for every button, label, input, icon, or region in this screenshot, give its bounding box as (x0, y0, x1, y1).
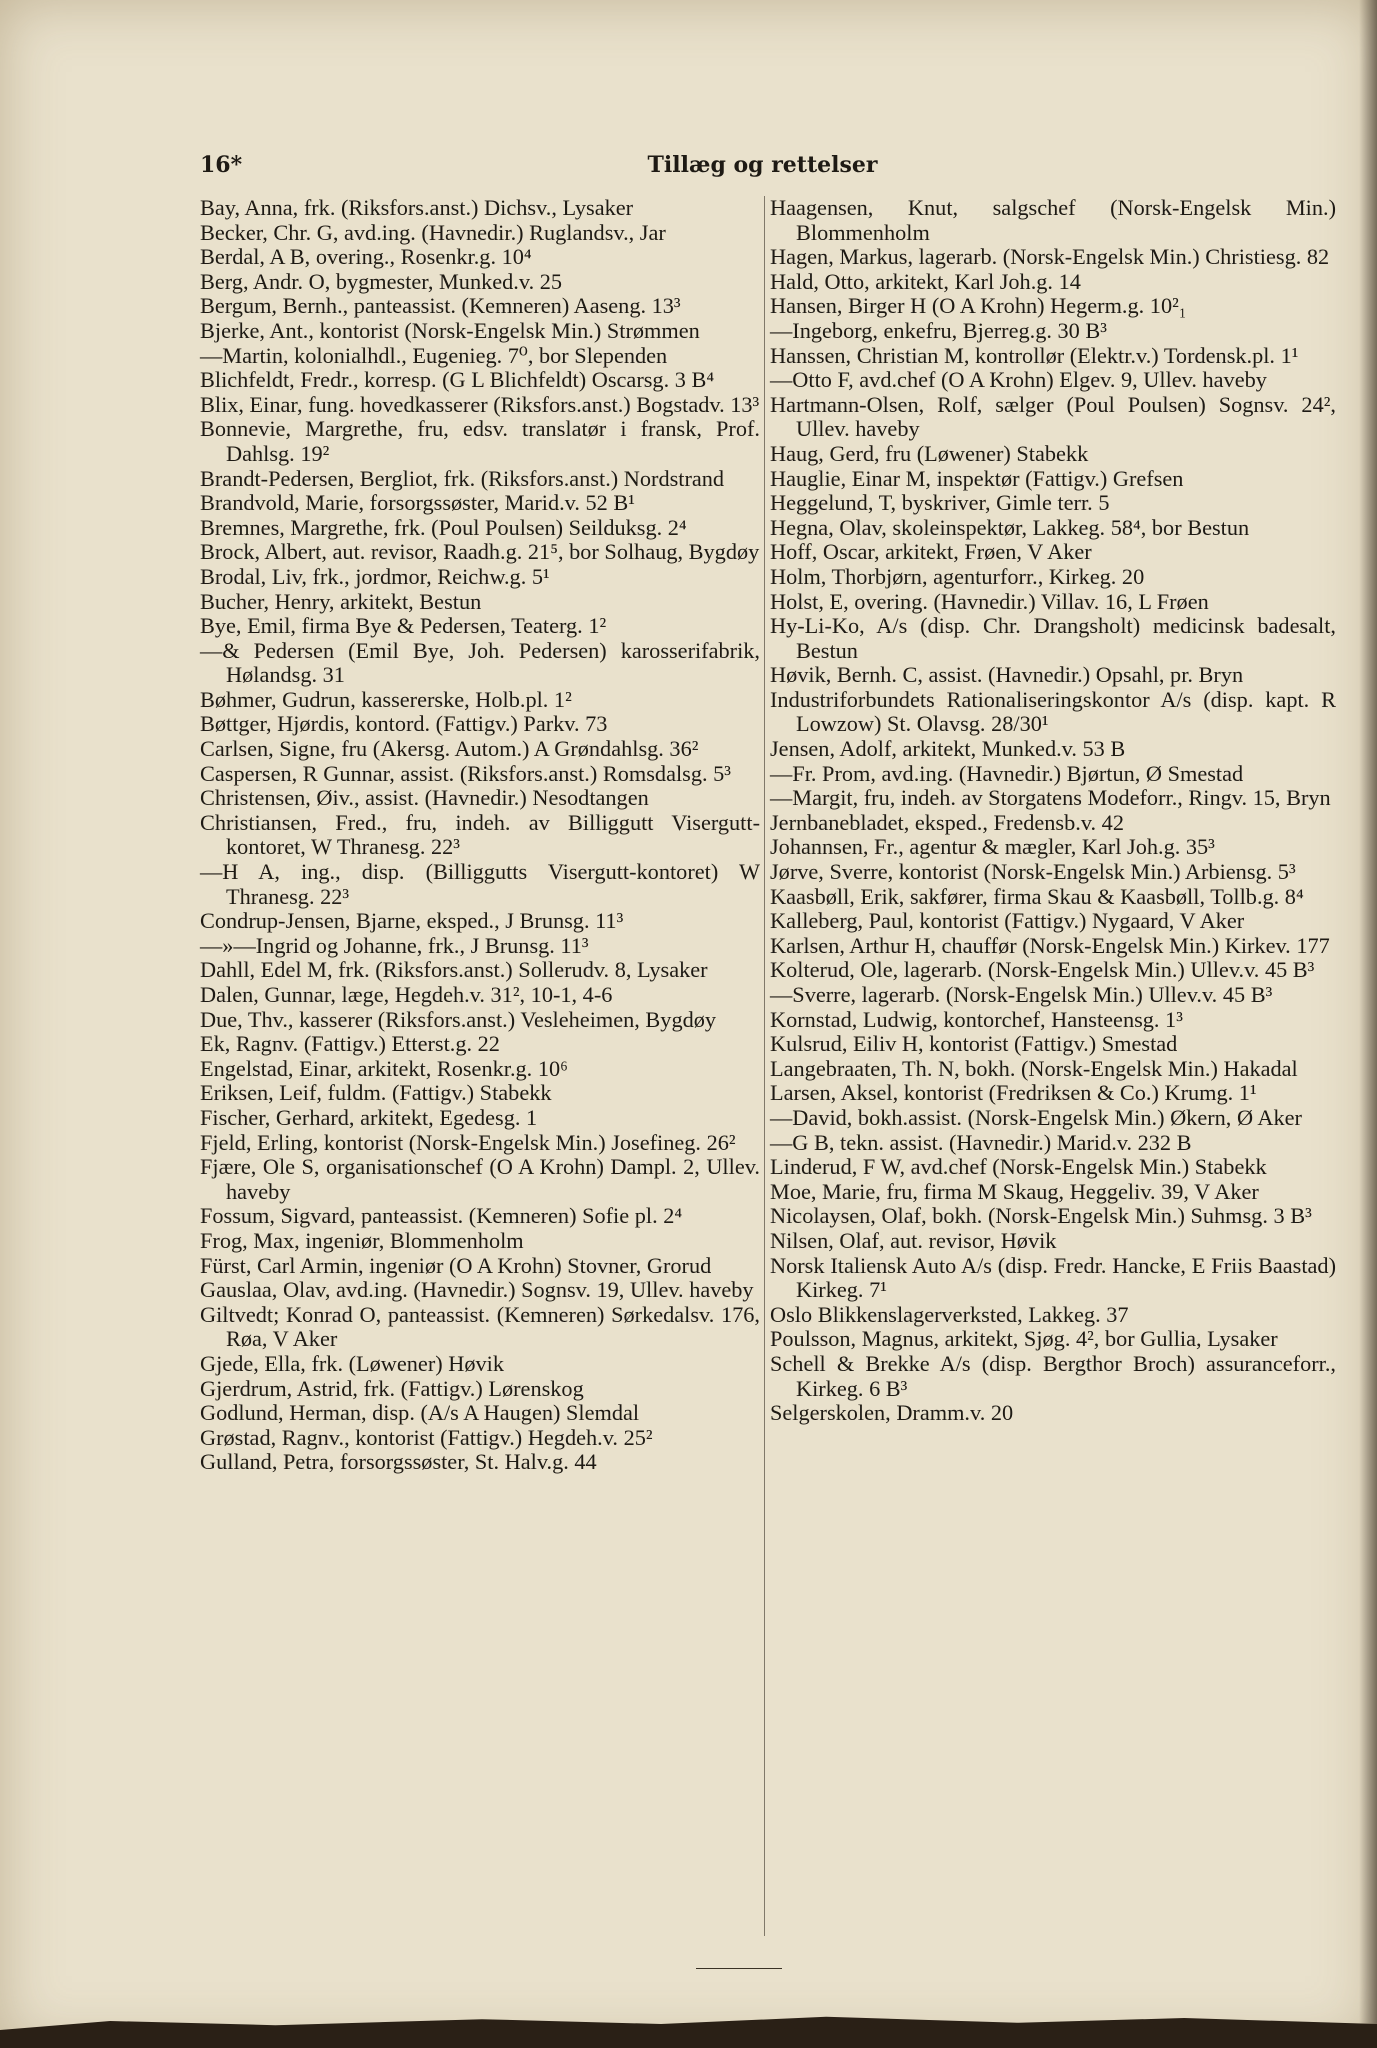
directory-entry: Gulland, Petra, forsorgssøster, St. Halv.g. 44 (200, 1449, 597, 1475)
directory-entry: Frog, Max, ingeniør, Blommenholm (200, 1227, 524, 1253)
directory-entry: Becker, Chr. G, avd.ing. (Havnedir.) Ruglandsv., Jar (200, 219, 666, 245)
directory-entry: Berdal, A B, overing., Rosenkr.g. 10⁴ (200, 244, 532, 270)
directory-entry: —Otto F, avd.chef (O A Krohn) Elgev. 9, Ullev. haveby (770, 367, 1267, 393)
directory-entry: —Margit, fru, indeh. av Storgatens Modeforr., Ringv. 15, Bryn (770, 785, 1331, 811)
directory-entry: Hald, Otto, arkitekt, Karl Joh.g. 14 (770, 268, 1081, 294)
directory-entry: Selgerskolen, Dramm.v. 20 (770, 1400, 1014, 1426)
directory-entry: Haug, Gerd, fru (Løwener) Stabekk (770, 440, 1089, 466)
directory-entry: Høvik, Bernh. C, assist. (Havnedir.) Opsahl, pr. Bryn (770, 662, 1244, 688)
directory-entry: Langebraaten, Th. N, bokh. (Norsk-Engelsk Min.) Hakadal (770, 1055, 1298, 1081)
left-column (200, 196, 760, 1475)
running-title: Tillæg og rettelser (647, 152, 878, 178)
directory-entry: Bøttger, Hjørdis, kontord. (Fattigv.) Parkv. 73 (200, 711, 608, 737)
directory-entry: Hoff, Oscar, arkitekt, Frøen, V Aker (770, 539, 1092, 565)
directory-entry: Brandt-Pedersen, Bergliot, frk. (Riksfors.anst.) Nordstrand (200, 465, 725, 491)
directory-entry: —»—Ingrid og Johanne, frk., J Brunsg. 11³ (200, 932, 589, 958)
directory-entry: Jernbanebladet, eksped., Fredensb.v. 42 (770, 809, 1124, 835)
directory-entry: Dalen, Gunnar, læge, Hegdeh.v. 31², 10-1, 4-6 (200, 982, 613, 1007)
directory-entry: Oslo Blikkenslagerverksted, Lakkeg. 37 (770, 1301, 1129, 1327)
directory-entry: Godlund, Herman, disp. (A/s A Haugen) Slemdal (200, 1400, 640, 1426)
directory-entry: Jørve, Sverre, kontorist (Norsk-Engelsk Min.) Arbiensg. 5³ (770, 859, 1296, 885)
directory-entry: Gjerdrum, Astrid, frk. (Fattigv.) Lørenskog (200, 1375, 584, 1401)
directory-entry: Kaasbøll, Erik, sakfører, firma Skau & Kaasbøll, Tollb.g. 8⁴ (770, 883, 1304, 909)
directory-entry: Larsen, Aksel, kontorist (Fredriksen & Co.) Krumg. 1¹ (770, 1080, 1257, 1106)
directory-entry: Hansen, Birger H (O A Krohn) Hegerm.g. 10²₁ (770, 293, 1187, 319)
directory-entry: Fjære, Ole S, organisationschef (O A Krohn) Dampl. 2, Ullev. haveby (200, 1154, 760, 1204)
directory-entry: Fischer, Gerhard, arkitekt, Egedesg. 1 (200, 1104, 538, 1130)
directory-entry: Fjeld, Erling, kontorist (Norsk-Engelsk Min.) Josefineg. 26² (200, 1129, 736, 1155)
directory-entry: Grøstad, Ragnv., kontorist (Fattigv.) Hegdeh.v. 25² (200, 1424, 653, 1450)
directory-entry: —Martin, kolonialhdl., Eugenieg. 7⁰, bor Slependen (200, 342, 668, 368)
directory-entry: Blix, Einar, fung. hovedkasserer (Riksfors.anst.) Bogstadv. 13³ (200, 391, 760, 417)
directory-entry: Kolterud, Ole, lagerarb. (Norsk-Engelsk Min.) Ullev.v. 45 B³ (770, 957, 1315, 983)
page-edge-shadow (1359, 0, 1377, 2048)
directory-entry: —Fr. Prom, avd.ing. (Havnedir.) Bjørtun, Ø Smestad (770, 760, 1244, 786)
directory-entry: Hanssen, Christian M, kontrollør (Elektr.v.) Tordensk.pl. 1¹ (770, 342, 1299, 368)
directory-entry: Bonnevie, Margrethe, fru, edsv. translatør i fransk, Prof. Dahlsg. 19² (200, 416, 760, 466)
directory-entry: Hegna, Olav, skoleinspektør, Lakkeg. 58⁴, bor Bestun (770, 514, 1250, 540)
directory-entry: Dahll, Edel M, frk. (Riksfors.anst.) Sollerudv. 8, Lysaker (200, 957, 708, 983)
directory-entry: Bay, Anna, frk. (Riksfors.anst.) Dichsv., Lysaker (200, 195, 634, 220)
directory-entry: Heggelund, T, byskriver, Gimle terr. 5 (770, 490, 1110, 516)
right-column (770, 196, 1336, 1426)
directory-entry: Linderud, F W, avd.chef (Norsk-Engelsk Min.) Stabekk (770, 1154, 1267, 1180)
directory-entry: Fürst, Carl Armin, ingeniør (O A Krohn) Stovner, Grorud (200, 1252, 712, 1278)
directory-entry: Hauglie, Einar M, inspektør (Fattigv.) Grefsen (770, 465, 1184, 491)
directory-entry: Johannsen, Fr., agentur & mægler, Karl Joh.g. 35³ (770, 834, 1215, 860)
directory-entry: Haagensen, Knut, salgschef (Norsk-Engelsk Min.) Blommenholm (770, 195, 1336, 245)
directory-entry: Schell & Brekke A/s (disp. Bergthor Broch) assuranceforr., Kirkeg. 6 B³ (770, 1350, 1336, 1401)
directory-entry: Berg, Andr. O, bygmester, Munked.v. 25 (200, 268, 563, 294)
directory-entry: Gjede, Ella, frk. (Løwener) Høvik (200, 1350, 504, 1376)
directory-entry: Ek, Ragnv. (Fattigv.) Etterst.g. 22 (200, 1031, 500, 1057)
footer-rule (696, 1968, 782, 1969)
directory-entry: Jensen, Adolf, arkitekt, Munked.v. 53 B (770, 736, 1126, 762)
directory-entry: Fossum, Sigvard, panteassist. (Kemneren) Sofie pl. 2⁴ (200, 1203, 683, 1229)
directory-entry: Brock, Albert, aut. revisor, Raadh.g. 21⁵, bor Solhaug, Bygdøy (200, 539, 760, 565)
directory-entry: Brodal, Liv, frk., jordmor, Reichw.g. 5¹ (200, 563, 550, 589)
directory-entry: Giltvedt; Konrad O, panteassist. (Kemneren) Sørkedalsv. 176, Røa, V Aker (200, 1301, 760, 1352)
page-number: 16* (200, 152, 243, 178)
directory-entry: Moe, Marie, fru, firma M Skaug, Heggeliv. 39, V Aker (770, 1178, 1259, 1204)
directory-entry: Holm, Thorbjørn, agenturforr., Kirkeg. 20 (770, 563, 1145, 589)
directory-entry: Karlsen, Arthur H, chauffør (Norsk-Engelsk Min.) Kirkev. 177 (770, 932, 1330, 958)
directory-entry: Eriksen, Leif, fuldm. (Fattigv.) Stabekk (200, 1080, 552, 1106)
directory-entry: Kornstad, Ludwig, kontorchef, Hansteensg. 1³ (770, 1006, 1183, 1032)
directory-entry: Blichfeldt, Fredr., korresp. (G L Blichfeldt) Oscarsg. 3 B⁴ (200, 367, 715, 393)
directory-entry: Hagen, Markus, lagerarb. (Norsk-Engelsk Min.) Christiesg. 82 (770, 244, 1330, 270)
directory-entry: Due, Thv., kasserer (Riksfors.anst.) Vesleheimen, Bygdøy (200, 1006, 717, 1032)
directory-entry: Kulsrud, Eiliv H, kontorist (Fattigv.) Smestad (770, 1031, 1178, 1057)
directory-entry: Nicolaysen, Olaf, bokh. (Norsk-Engelsk Min.) Suhmsg. 3 B³ (770, 1203, 1312, 1229)
directory-entry: Industriforbundets Rationaliseringskontor A/s (disp. kapt. R Lowzow) St. Olavsg. 28/30¹ (770, 686, 1336, 737)
directory-entry: Nilsen, Olaf, aut. revisor, Høvik (770, 1227, 1057, 1253)
directory-entry: —David, bokh.assist. (Norsk-Engelsk Min.) Økern, Ø Aker (770, 1104, 1302, 1130)
directory-entry: Bergum, Bernh., panteassist. (Kemneren) Aaseng. 13³ (200, 293, 681, 319)
directory-entry: Caspersen, R Gunnar, assist. (Riksfors.anst.) Romsdalsg. 5³ (200, 760, 731, 786)
directory-entry: Carlsen, Signe, fru (Akersg. Autom.) A Grøndahlsg. 36² (200, 736, 699, 762)
directory-entry: —H A, ing., disp. (Billiggutts Visergutt-kontoret) W Thranesg. 22³ (200, 859, 760, 909)
directory-entry: Kalleberg, Paul, kontorist (Fattigv.) Nygaard, V Aker (770, 908, 1245, 934)
directory-entry: Christiansen, Fred., fru, indeh. av Billiggutt Visergutt-kontoret, W Thranesg. 22³ (200, 809, 760, 860)
directory-entry: Engelstad, Einar, arkitekt, Rosenkr.g. 10⁶ (200, 1055, 568, 1081)
directory-entry: Hy-Li-Ko, A/s (disp. Chr. Drangsholt) medicinsk badesalt, Bestun (770, 613, 1336, 663)
directory-entry: Bjerke, Ant., kontorist (Norsk-Engelsk Min.) Strømmen (200, 317, 700, 343)
directory-entry: Condrup-Jensen, Bjarne, eksped., J Brunsg. 11³ (200, 908, 624, 934)
directory-entry: —G B, tekn. assist. (Havnedir.) Marid.v. 232 B (770, 1129, 1192, 1155)
directory-entry: Gauslaa, Olav, avd.ing. (Havnedir.) Sognsv. 19, Ullev. haveby (200, 1277, 754, 1303)
directory-entry: Norsk Italiensk Auto A/s (disp. Fredr. Hancke, E Friis Baastad) Kirkeg. 7¹ (770, 1252, 1336, 1303)
page-header (200, 152, 1325, 182)
directory-entry: —Sverre, lagerarb. (Norsk-Engelsk Min.) Ullev.v. 45 B³ (770, 982, 1273, 1007)
directory-entry: Brandvold, Marie, forsorgssøster, Marid.v. 52 B¹ (200, 490, 635, 516)
directory-entry: Bye, Emil, firma Bye & Pedersen, Teaterg. 1² (200, 613, 607, 639)
directory-entry: Hartmann-Olsen, Rolf, sælger (Poul Poulsen) Sognsv. 24², Ullev. haveby (770, 391, 1336, 442)
torn-bottom-edge (0, 1988, 1377, 2048)
directory-entry: —Ingeborg, enkefru, Bjerreg.g. 30 B³ (770, 317, 1107, 343)
directory-entry: Holst, E, overing. (Havnedir.) Villav. 16, L Frøen (770, 588, 1209, 614)
directory-entry: Christensen, Øiv., assist. (Havnedir.) Nesodtangen (200, 785, 649, 811)
directory-entry: Bremnes, Margrethe, frk. (Poul Poulsen) Seilduksg. 2⁴ (200, 514, 687, 540)
column-divider (764, 196, 765, 1936)
directory-entry: Poulsson, Magnus, arkitekt, Sjøg. 4², bor Gullia, Lysaker (770, 1326, 1278, 1352)
directory-entry: Bucher, Henry, arkitekt, Bestun (200, 588, 482, 614)
directory-entry: —& Pedersen (Emil Bye, Joh. Pedersen) karosserifabrik, Hølandsg. 31 (200, 637, 760, 688)
directory-entry: Bøhmer, Gudrun, kassererske, Holb.pl. 1² (200, 686, 572, 712)
